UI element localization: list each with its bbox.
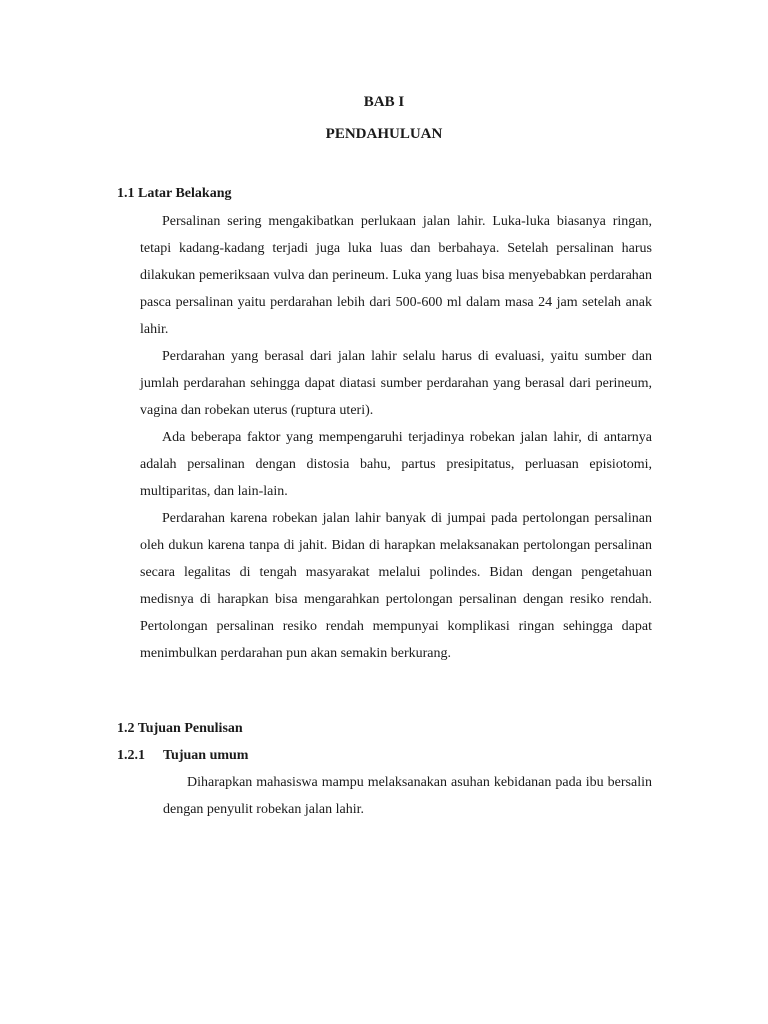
subsection-number: 1.2.1	[117, 748, 145, 763]
chapter-number: BAB I	[363, 94, 405, 110]
chapter-title: PENDAHULUAN	[325, 126, 443, 142]
subsection-body-tujuan-umum	[163, 769, 652, 823]
section-heading-tujuan-penulisan: 1.2 Tujuan Penulisan	[117, 721, 243, 736]
subsection-title: Tujuan umum	[163, 748, 249, 763]
paragraph: Persalinan sering mengakibatkan perlukaan jalan lahir. Luka-luka biasanya ringan, tetapi kadang-kadang terjadi juga luka luas dan berbahaya. Setelah persalinan harus dilakukan pemeriksaan vulva dan perineum. Luka yang luas bisa menyebabkan perdarahan pasca persalinan yaitu perdarahan lebih dari 500-600 ml dalam masa 24 jam setelah anak lahir.	[140, 214, 652, 337]
subsection-heading-tujuan-umum	[117, 748, 248, 764]
paragraph: Diharapkan mahasiswa mampu melaksanakan asuhan kebidanan pada ibu bersalin dengan penyulit robekan jalan lahir.	[163, 775, 652, 817]
paragraph: Ada beberapa faktor yang mempengaruhi terjadinya robekan jalan lahir, di antarnya adalah persalinan dengan distosia bahu, partus presipitatus, perluasan episiotomi, multiparitas, dan lain-lain.	[140, 430, 652, 499]
section-heading-latar-belakang: 1.1 Latar Belakang	[117, 186, 232, 201]
paragraph: Perdarahan yang berasal dari jalan lahir selalu harus di evaluasi, yaitu sumber dan jumlah perdarahan sehingga dapat diatasi sumber perdarahan yang berasal dari perineum, vagina dan robekan uterus (ruptura uteri).	[140, 349, 652, 418]
section-body-latar-belakang	[140, 208, 652, 667]
paragraph: Perdarahan karena robekan jalan lahir banyak di jumpai pada pertolongan persalinan oleh dukun karena tanpa di jahit. Bidan di harapkan melaksanakan pertolongan persalinan secara legalitas di tengah masyarakat melalui polindes. Bidan dengan pengetahuan medisnya di harapkan bisa mengarahkan pertolongan persalinan dengan resiko rendah. Pertolongan persalinan resiko rendah mempunyai komplikasi ringan sehingga dapat menimbulkan perdarahan pun akan semakin berkurang.	[140, 511, 652, 661]
